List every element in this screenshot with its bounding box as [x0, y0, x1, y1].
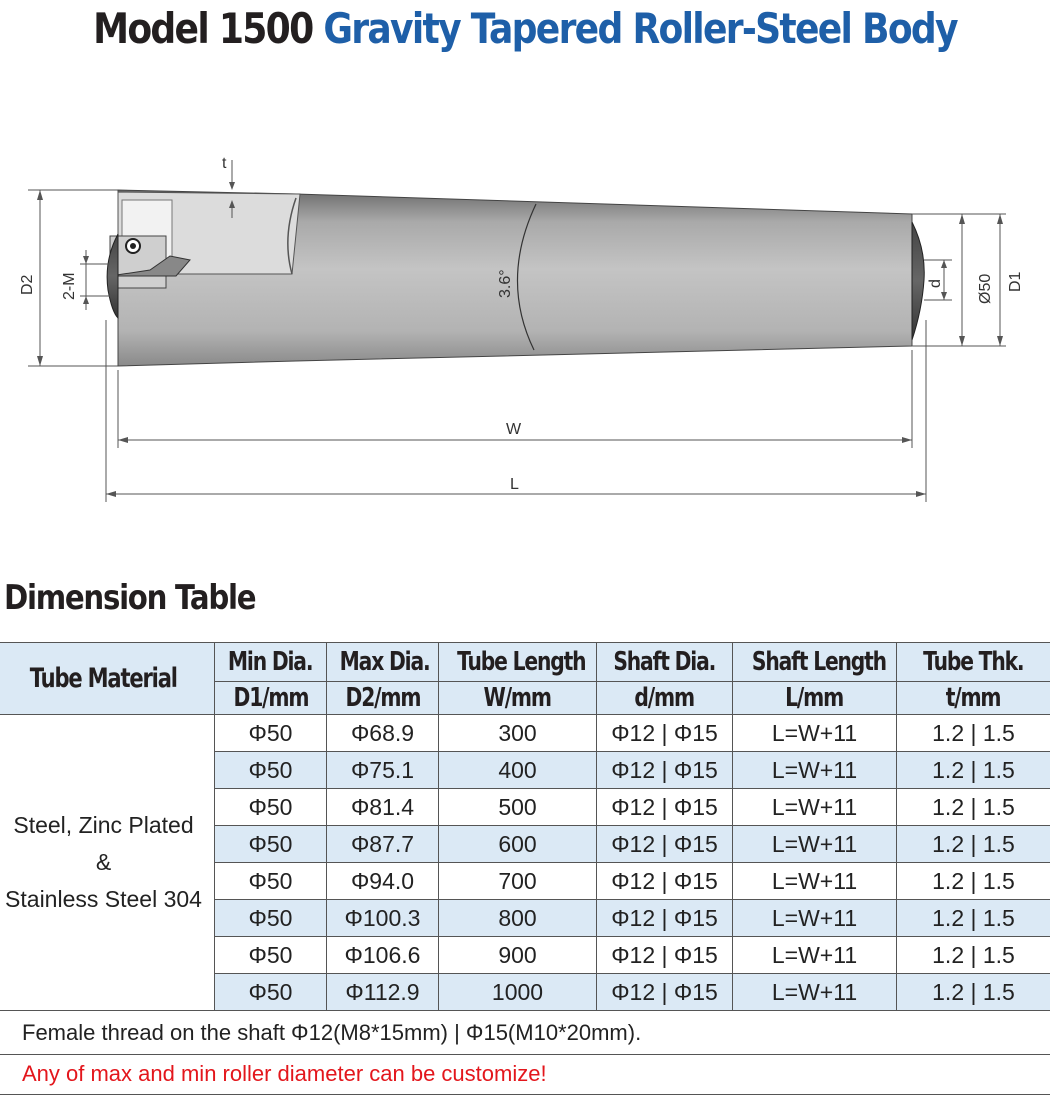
- header-min-dia-unit: D1/mm: [215, 682, 327, 715]
- label-t: t: [222, 155, 227, 172]
- page-title: [74, 4, 977, 53]
- cell-w: 900: [439, 937, 597, 974]
- dimension-table-title: Dimension Table: [4, 578, 256, 618]
- cell-w: 1000: [439, 974, 597, 1011]
- cell-t: 1.2 | 1.5: [897, 937, 1050, 974]
- cell-l: L=W+11: [733, 900, 897, 937]
- header-min-dia: Min Dia.: [215, 643, 327, 682]
- cell-w: 800: [439, 900, 597, 937]
- bottom-divider: [0, 1094, 1050, 1095]
- cell-l: L=W+11: [733, 826, 897, 863]
- thread-note: Female thread on the shaft Φ12(M8*15mm) | Φ15(M10*20mm).: [22, 1020, 642, 1045]
- cell-d2: Φ94.0: [327, 863, 439, 900]
- material-line: Stainless Steel 304: [5, 886, 202, 912]
- material-line: &: [95, 849, 112, 875]
- cell-w: 600: [439, 826, 597, 863]
- cell-t: 1.2 | 1.5: [897, 974, 1050, 1011]
- label-d: d: [927, 279, 944, 288]
- cell-d: Φ12 | Φ15: [597, 826, 733, 863]
- label-angle: 3.6°: [497, 269, 514, 298]
- cell-t: 1.2 | 1.5: [897, 715, 1050, 752]
- material-cell: [0, 715, 215, 1011]
- header-tube-length-unit: W/mm: [439, 682, 597, 715]
- label-l: L: [510, 476, 519, 493]
- cell-d: Φ12 | Φ15: [597, 789, 733, 826]
- table-row: [0, 715, 1050, 752]
- header-max-dia-unit: D2/mm: [327, 682, 439, 715]
- cell-d2: Φ87.7: [327, 826, 439, 863]
- cell-d1: Φ50: [215, 937, 327, 974]
- cell-d2: Φ75.1: [327, 752, 439, 789]
- cell-l: L=W+11: [733, 974, 897, 1011]
- header-shaft-dia: Shaft Dia.: [597, 643, 733, 682]
- cell-d2: Φ112.9: [327, 974, 439, 1011]
- title-product: Gravity Tapered Roller-Steel Body: [323, 4, 957, 53]
- cell-d: Φ12 | Φ15: [597, 900, 733, 937]
- header-material: Tube Material: [0, 643, 215, 715]
- header-tube-thk-unit: t/mm: [897, 682, 1050, 715]
- cell-t: 1.2 | 1.5: [897, 826, 1050, 863]
- cell-d: Φ12 | Φ15: [597, 937, 733, 974]
- cell-d1: Φ50: [215, 974, 327, 1011]
- cell-t: 1.2 | 1.5: [897, 789, 1050, 826]
- cell-d2: Φ106.6: [327, 937, 439, 974]
- cell-d2: Φ81.4: [327, 789, 439, 826]
- note-divider: [0, 1054, 1050, 1055]
- cell-d2: Φ68.9: [327, 715, 439, 752]
- cell-l: L=W+11: [733, 937, 897, 974]
- customize-note: Any of max and min roller diameter can be customize!: [22, 1061, 547, 1086]
- cell-d1: Φ50: [215, 826, 327, 863]
- cell-d1: Φ50: [215, 863, 327, 900]
- label-phi50: Ø50: [977, 273, 994, 304]
- cell-d: Φ12 | Φ15: [597, 752, 733, 789]
- cell-w: 300: [439, 715, 597, 752]
- cell-d: Φ12 | Φ15: [597, 974, 733, 1011]
- header-shaft-dia-unit: d/mm: [597, 682, 733, 715]
- cell-w: 400: [439, 752, 597, 789]
- label-2m: 2-M: [61, 272, 78, 300]
- cell-l: L=W+11: [733, 715, 897, 752]
- cell-d2: Φ100.3: [327, 900, 439, 937]
- cell-l: L=W+11: [733, 789, 897, 826]
- label-d1: D1: [1007, 271, 1024, 292]
- label-w: W: [506, 421, 522, 438]
- header-max-dia: Max Dia.: [327, 643, 439, 682]
- cell-d: Φ12 | Φ15: [597, 863, 733, 900]
- header-shaft-length: Shaft Length: [733, 643, 897, 682]
- cell-w: 500: [439, 789, 597, 826]
- cell-d1: Φ50: [215, 752, 327, 789]
- header-tube-length: Tube Length: [439, 643, 597, 682]
- cell-t: 1.2 | 1.5: [897, 900, 1050, 937]
- cell-d1: Φ50: [215, 900, 327, 937]
- label-d2: D2: [19, 274, 36, 295]
- material-line: Steel, Zinc Plated: [13, 812, 194, 838]
- header-tube-thk: Tube Thk.: [897, 643, 1050, 682]
- cell-w: 700: [439, 863, 597, 900]
- title-model: Model 1500: [93, 4, 313, 53]
- dimension-table: [0, 642, 1050, 1011]
- cell-t: 1.2 | 1.5: [897, 752, 1050, 789]
- cell-d1: Φ50: [215, 789, 327, 826]
- roller-diagram: [0, 150, 1050, 515]
- cell-d1: Φ50: [215, 715, 327, 752]
- cell-d: Φ12 | Φ15: [597, 715, 733, 752]
- cell-t: 1.2 | 1.5: [897, 863, 1050, 900]
- cell-l: L=W+11: [733, 863, 897, 900]
- cell-l: L=W+11: [733, 752, 897, 789]
- header-shaft-length-unit: L/mm: [733, 682, 897, 715]
